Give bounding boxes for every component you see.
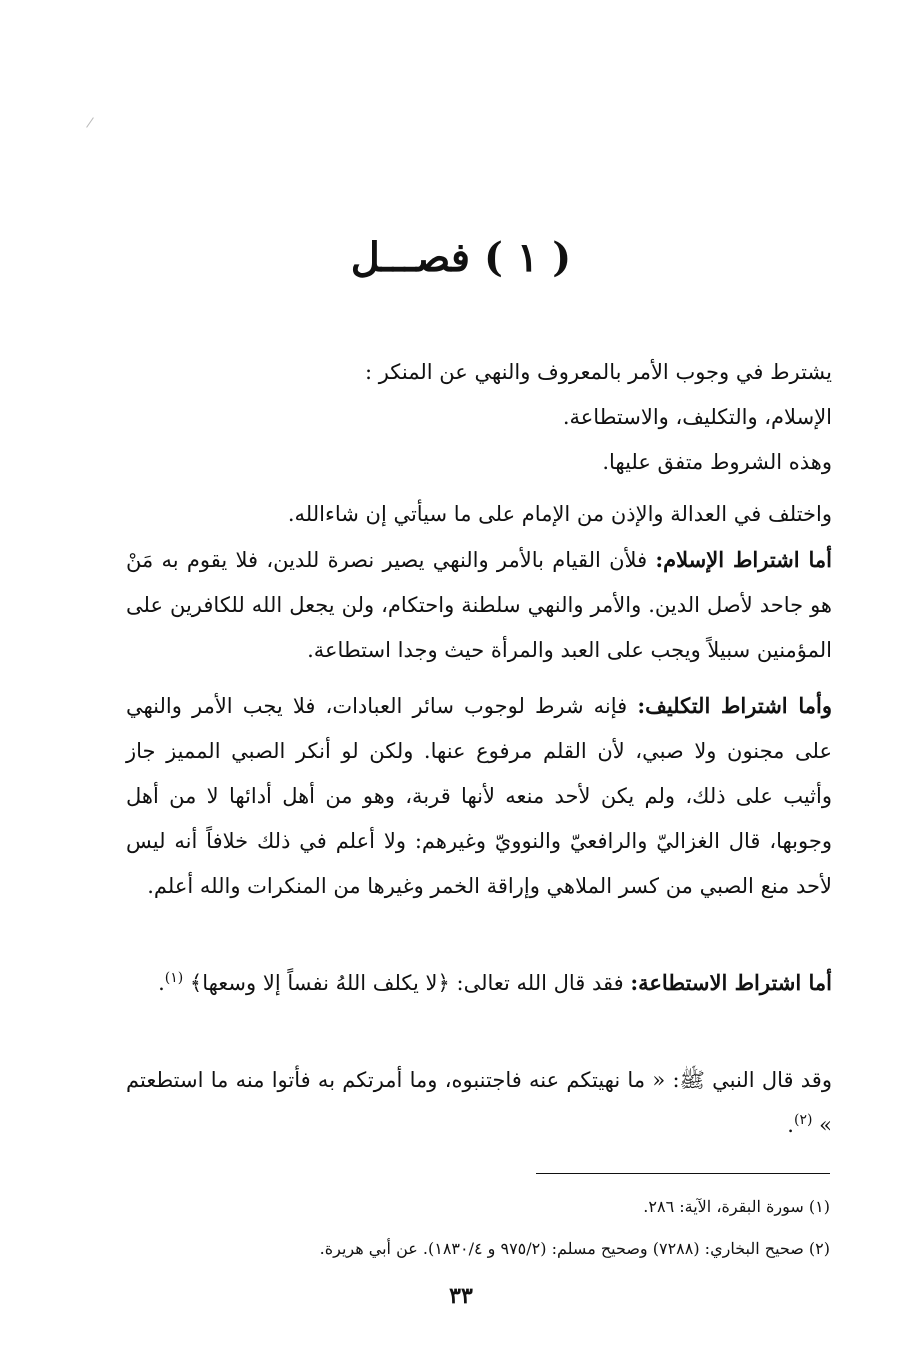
page-number: ٣٣	[449, 1283, 473, 1309]
scan-mark	[86, 117, 94, 127]
paragraph-islam-condition	[126, 537, 832, 673]
paragraph-disagreement: واختلف في العدالة والإذن من الإمام على ما سيأتي إن شاءالله.	[287, 502, 832, 526]
intro-line-1: يشترط في وجوب الأمر بالمعروف والنهي عن المنكر :	[364, 360, 832, 384]
paragraph-ability-condition	[126, 960, 832, 1006]
paragraph-lead: وأما اشتراط التكليف:	[637, 693, 832, 718]
paragraph-hadith	[126, 1058, 832, 1148]
sentence-end: .	[787, 1113, 794, 1137]
paragraph-body: فقد قال الله تعالى: ﴿لا يكلف اللهُ نفساً إلا وسعها﴾	[189, 971, 631, 995]
footnote-ref-2[interactable]: (٢)	[793, 1112, 813, 1128]
chapter-heading: ( ١ ) فصـــل	[350, 234, 572, 281]
footnote-1: (١) سورة البقرة، الآية: ٢٨٦.	[643, 1197, 830, 1216]
footnote-ref-1[interactable]: (١)	[164, 970, 184, 986]
intro-line-2: الإسلام، والتكليف، والاستطاعة.	[562, 405, 832, 429]
paragraph-taklif-condition	[126, 683, 832, 909]
paragraph-body: فإنه شرط لوجوب سائر العبادات، فلا يجب الأمر والنهي على مجنون ولا صبي، لأن القلم مرفوع عنها. ولكن لو أنكر الصبي المميز جاز وأثيب على ذلك، ولم يكن لأحد منعه لأنها قربة، وهو من أهل أدائها لا من أهل وجوبها، قال الغزاليّ والرافعيّ والنوويّ وغيرهم: ولا أعلم في ذلك خلافاً أنه ليس لأحد منع الصبي من كسر الملاهي وإراقة الخمر وغيرها من المنكرات والله أعلم.	[126, 694, 832, 898]
footnote-divider	[536, 1173, 830, 1174]
intro-line-3: وهذه الشروط متفق عليها.	[602, 450, 832, 474]
footnote-2: (٢) صحيح البخاري: (٧٢٨٨) وصحيح مسلم: (٩٧٥/٢ و ١٨٣٠/٤). عن أبي هريرة.	[319, 1239, 830, 1258]
paragraph-body: فلأن القيام بالأمر والنهي يصير نصرة للدين، فلا يقوم به مَنْ هو جاحد لأصل الدين. والأمر والنهي سلطنة واحتكام، ولن يجعل الله للكافرين على المؤمنين سبيلاً ويجب على العبد والمرأة حيث وجدا استطاعة.	[126, 548, 832, 662]
paragraph-body: وقد قال النبي ﷺ: « ما نهيتكم عنه فاجتنبوه، وما أمرتكم به فأتوا منه ما استطعتم »	[126, 1068, 832, 1137]
paragraph-lead: أما اشتراط الاستطاعة:	[630, 970, 832, 995]
sentence-end: .	[158, 971, 165, 995]
paragraph-lead: أما اشتراط الإسلام:	[655, 547, 832, 572]
